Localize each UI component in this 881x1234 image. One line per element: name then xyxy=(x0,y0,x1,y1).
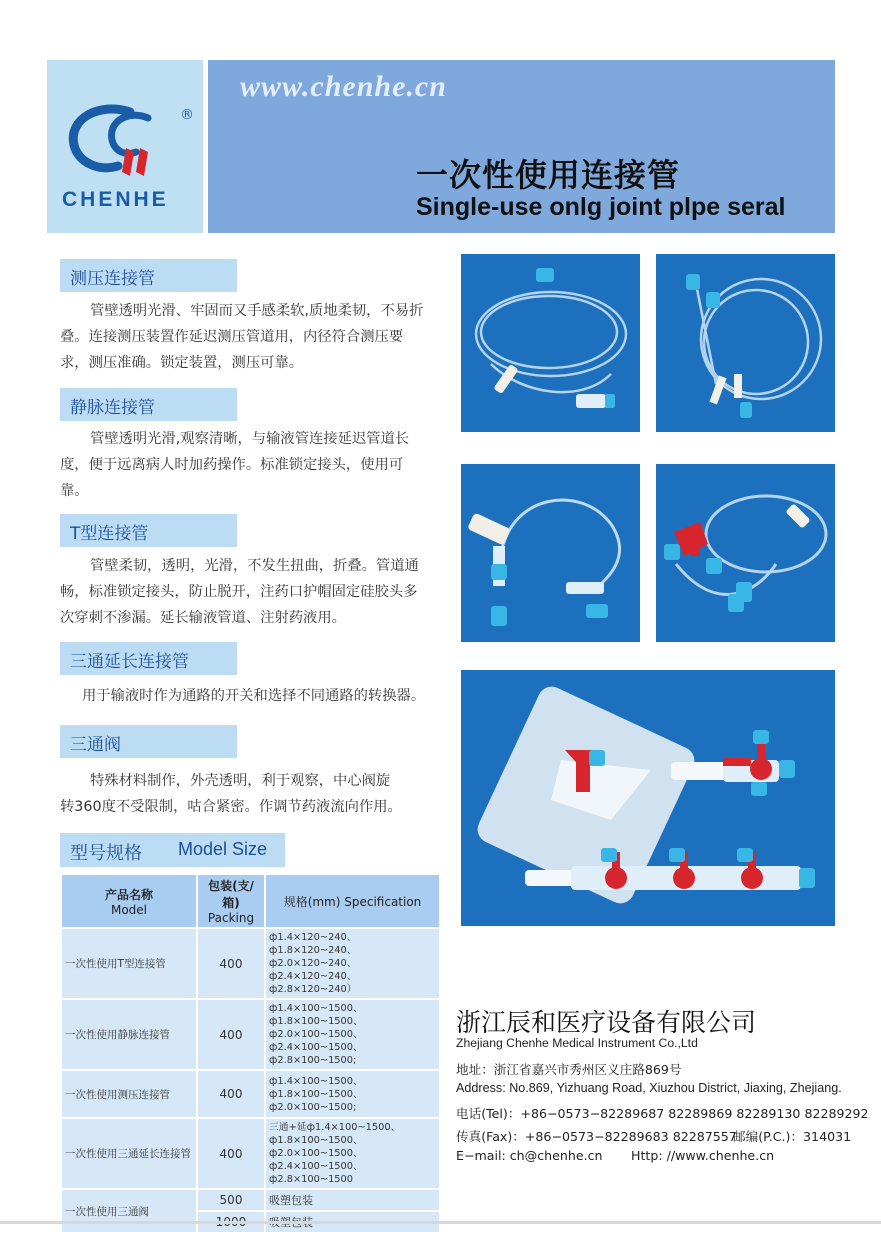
section-text-valve xyxy=(60,768,440,820)
row-spec xyxy=(265,1070,440,1118)
company-name-en: Zhejiang Chenhe Medical Instrument Co.,Ltd xyxy=(456,1036,698,1050)
address-en: Address: No.869, Yizhuang Road, Xiuzhou District, Jiaxing, Zhejiang. xyxy=(456,1081,842,1095)
company-name-cn: 浙江辰和医疗设备有限公司 xyxy=(456,1008,757,1037)
header-name xyxy=(61,874,197,928)
row-name: 一次性使用三通阀 xyxy=(61,1189,197,1233)
row-packing: 400 xyxy=(197,928,265,999)
row-name: 一次性使用三通延长连接管 xyxy=(61,1118,197,1189)
section-header-threeway-ext xyxy=(60,642,237,675)
text-line: 度，便于远离病人时加药操作。标准锁定接头，使用可 xyxy=(60,457,404,473)
text-line: 转360度不受限制，咕合紧密。作调节药液流向作用。 xyxy=(60,799,402,815)
text-line: 管壁透明光滑、牢固而又手感柔软,质地柔韧，不易折 xyxy=(90,303,424,319)
section-title: 三通阀 xyxy=(70,735,121,755)
table-row xyxy=(61,999,440,1070)
header-packing-en: Packing xyxy=(207,911,255,925)
spec-line: ф1.4×120~240、ф1.8×120~240、 xyxy=(269,932,357,956)
row-name: 一次性使用静脉连接管 xyxy=(61,999,197,1070)
page-title-cn: 一次性使用连接管 xyxy=(416,156,681,194)
postcode: 邮编(P.C.)：314031 xyxy=(733,1129,852,1144)
section-header-pressure xyxy=(60,259,237,292)
spec-line: ф1.8×100~1500、ф2.0×100~1500、 xyxy=(269,1135,363,1159)
website-url[interactable]: www.chenhe.cn xyxy=(240,70,447,103)
model-title-en: Model Size xyxy=(178,839,268,859)
row-name: 一次性使用T型连接管 xyxy=(61,928,197,999)
spec-line: ф2.8×100~1500; xyxy=(269,1055,357,1066)
model-spec-table xyxy=(60,873,441,1234)
spec-line: ф2.8×120~240） xyxy=(269,984,357,995)
text-line: 畅，标准锁定接头，防止脱开，注药口护帽固定硅胶头多 xyxy=(60,584,418,600)
section-text-threeway-ext xyxy=(60,683,450,709)
product-photo-stopcock-valves xyxy=(461,670,835,926)
section-title: 静脉连接管 xyxy=(70,398,155,418)
text-line: 次穿刺不渗漏。延长输液管道、注射药液用。 xyxy=(60,610,346,626)
product-photo-threeway-extension xyxy=(656,464,835,642)
row-spec xyxy=(265,928,440,999)
section-title: 三通延长连接管 xyxy=(70,652,189,672)
model-title-cn: 型号规格 xyxy=(70,843,142,864)
fax: 传真(Fax)：+86−0573−82289683 82287557 xyxy=(456,1129,737,1144)
table-header-row xyxy=(61,874,440,928)
row-packing: 400 xyxy=(197,1118,265,1189)
spec-line: 三通+延ф1.4×100~1500、 xyxy=(269,1122,401,1133)
text-line: 用于输液时作为通路的开关和选择不同通路的转换器。 xyxy=(82,688,426,704)
brand-logo-text: CHENHE xyxy=(62,188,169,211)
section-text-venous xyxy=(60,426,440,504)
page-title-en: Single-use onlg joint plpe seral xyxy=(416,193,786,221)
header-name-en: Model xyxy=(110,902,148,917)
email-link[interactable]: E−mail: ch@chenhe.cn xyxy=(456,1148,603,1163)
registered-mark: ® xyxy=(180,107,194,123)
row-spec xyxy=(265,999,440,1070)
text-line: 求，测压准确。锁定装置，测压可靠。 xyxy=(60,355,304,371)
website-link[interactable]: Http: //www.chenhe.cn xyxy=(631,1148,775,1163)
section-header-valve xyxy=(60,725,237,758)
header-spec: 规格(mm) Specification xyxy=(265,874,440,928)
chenhe-logo-icon xyxy=(60,100,180,185)
row-name: 一次性使用测压连接管 xyxy=(61,1070,197,1118)
section-title: 测压连接管 xyxy=(70,269,155,289)
table-row xyxy=(61,928,440,999)
telephone: 电话(Tel)：+86−0573−82289687 82289869 82289130 82289292 xyxy=(456,1106,869,1121)
table-row xyxy=(61,1189,440,1211)
row-packing: 400 xyxy=(197,999,265,1070)
product-photo-venous-line xyxy=(656,254,835,432)
header-packing xyxy=(197,874,265,928)
table-row xyxy=(61,1118,440,1189)
section-header-t-type xyxy=(60,514,237,547)
text-line: 叠。连接测压装置作延迟测压管道用，内径符合测压要 xyxy=(60,329,404,345)
section-text-pressure xyxy=(60,298,440,376)
spec-line: ф2.0×120~240、ф2.4×120~240、 xyxy=(269,958,357,982)
section-title: T型连接管 xyxy=(70,524,149,544)
spec-line: ф1.4×100~1500、 xyxy=(269,1075,363,1087)
product-photo-t-connector xyxy=(461,464,640,642)
product-photo-pressure-line xyxy=(461,254,640,432)
header-name-cn: 产品名称 xyxy=(104,887,153,902)
text-line: 管壁透明光滑,观察清晰，与输液管连接延迟管道长 xyxy=(90,431,410,447)
section-text-t-type xyxy=(60,553,440,631)
text-line: 特殊材料制作，外壳透明，利于观察，中心阀旋 xyxy=(90,773,391,789)
row-packing: 400 xyxy=(197,1070,265,1118)
address-cn: 地址：浙江省嘉兴市秀州区义庄路869号 xyxy=(456,1062,682,1077)
spec-line: ф2.4×100~1500、ф2.8×100~1500 xyxy=(269,1161,363,1185)
header-packing-cn: 包装(支/箱) xyxy=(208,879,254,910)
row-packing: 500 xyxy=(197,1189,265,1211)
row-spec xyxy=(265,1118,440,1189)
spec-line: ф2.0×100~1500、ф2.4×100~1500、 xyxy=(269,1029,363,1053)
table-row xyxy=(61,1070,440,1118)
row-spec: 吸塑包装 xyxy=(265,1189,440,1211)
spec-line: ф1.8×100~1500、 xyxy=(269,1088,363,1100)
section-header-venous xyxy=(60,388,237,421)
text-line: 靠。 xyxy=(60,483,89,499)
section-header-model-size xyxy=(60,833,285,867)
spec-line: ф2.0×100~1500; xyxy=(269,1101,357,1113)
spec-line: ф1.4×100~1500、ф1.8×100~1500、 xyxy=(269,1003,363,1027)
text-line: 管壁柔韧，透明，光滑，不发生扭曲，折叠。管道通 xyxy=(90,558,419,574)
